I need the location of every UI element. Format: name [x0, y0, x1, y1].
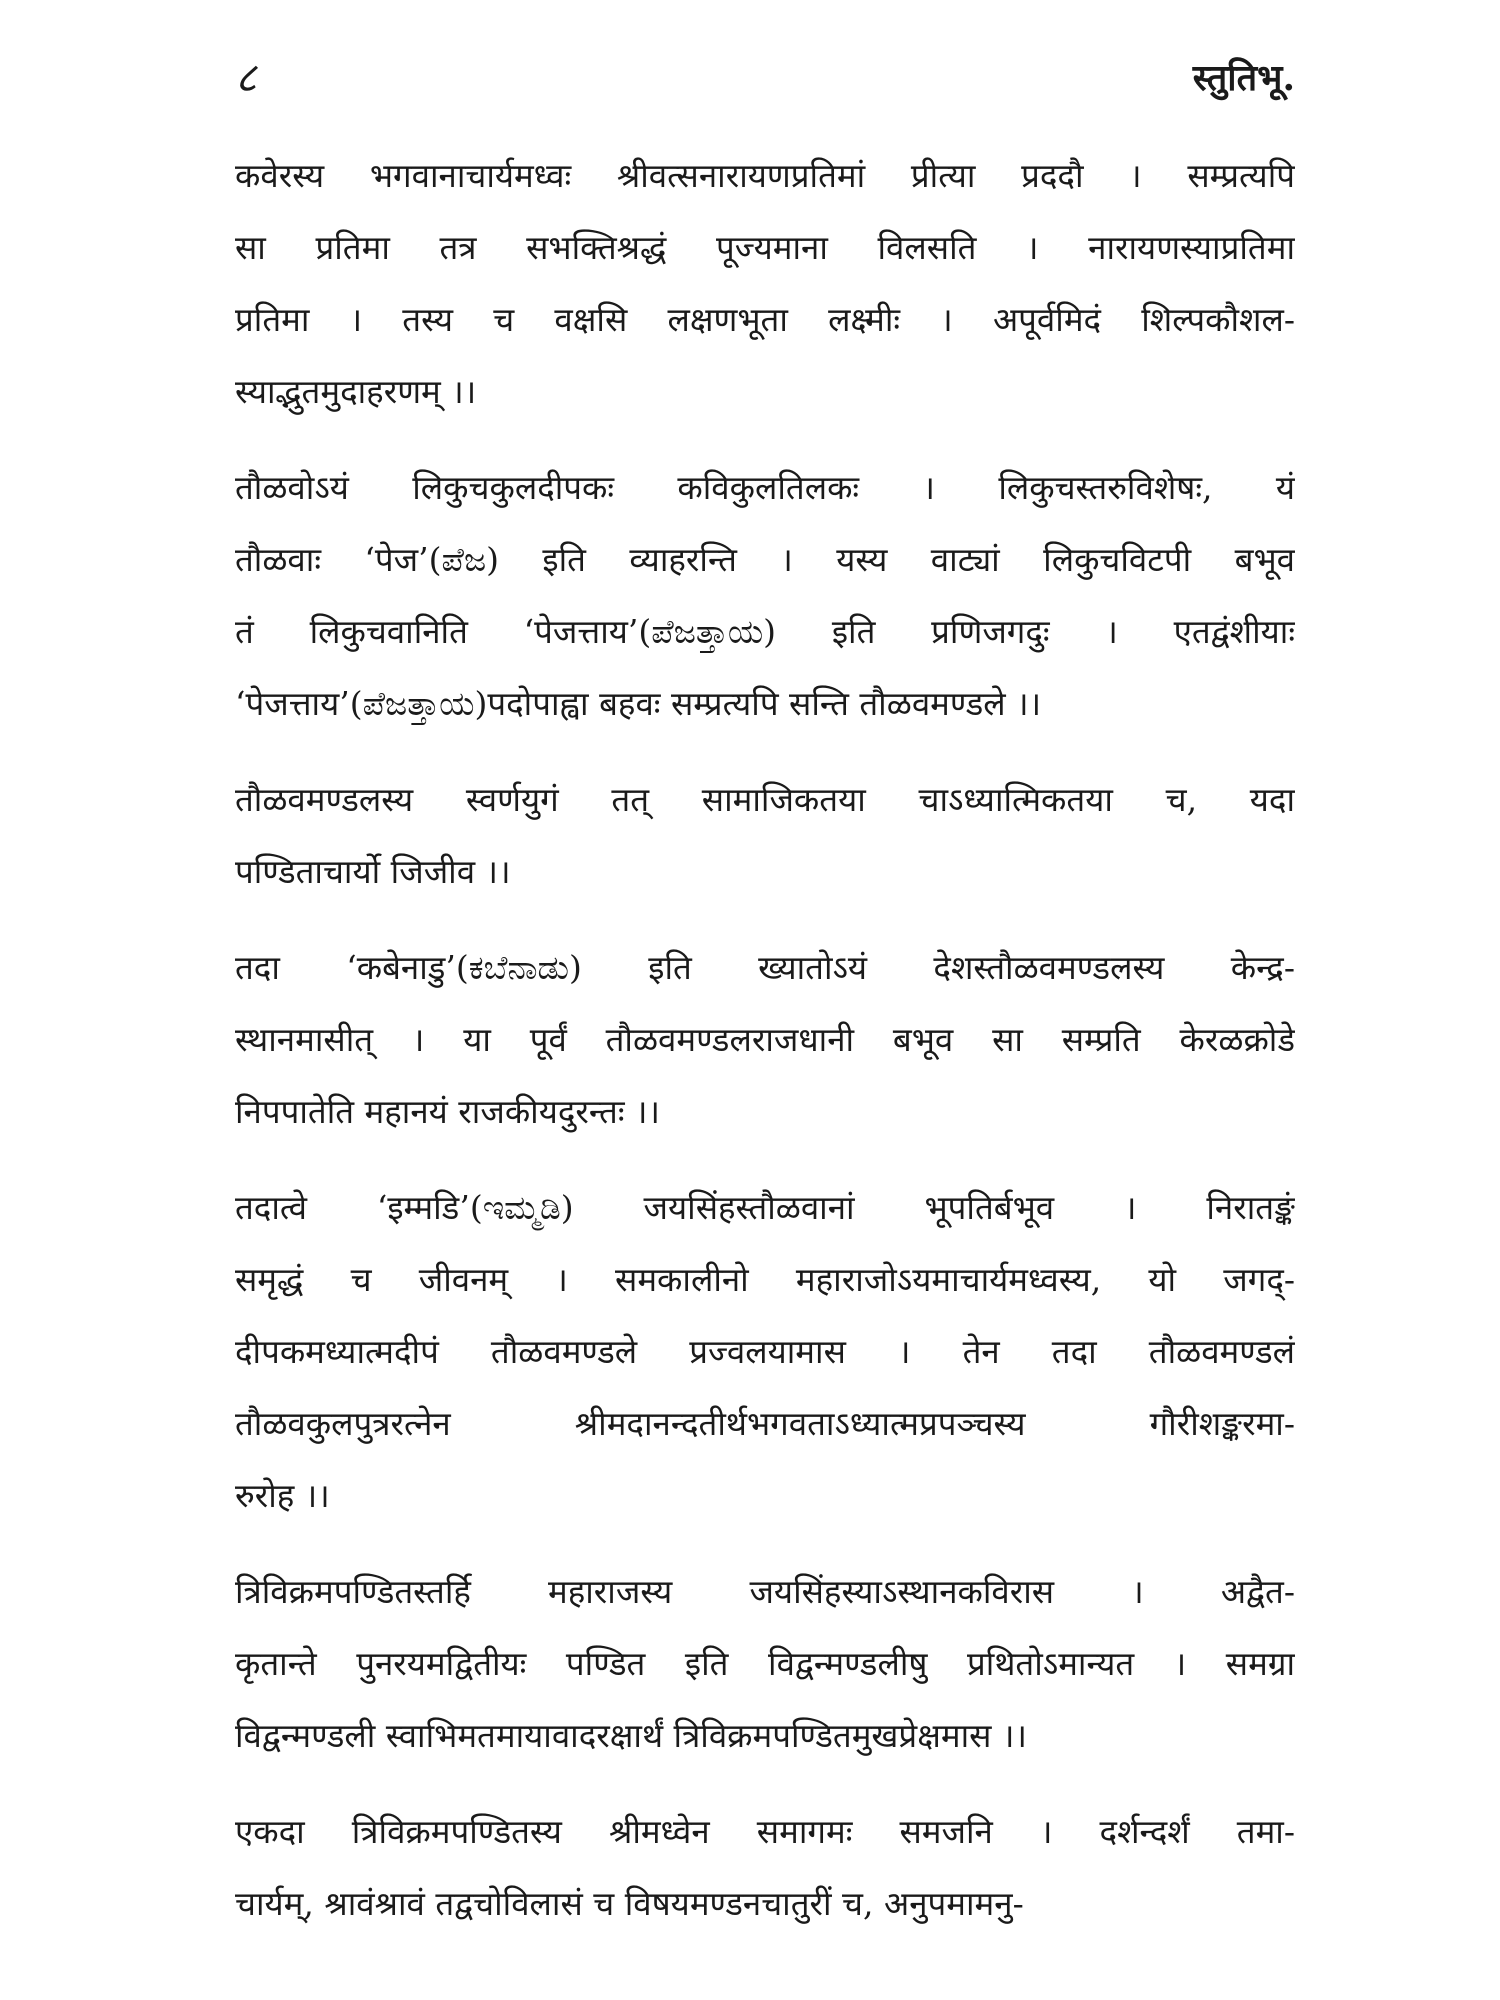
- text-line: तं लिकुचवानिति ‘पेजत्ताय’(ಪೆಜತ್ತಾಯ) इति प्रणिजगदुः । एतद्वंशीयाः: [235, 612, 1295, 651]
- text-line: तदात्वे ‘इम्मडि’(ಇಮ್ಮಡಿ) जयसिंहस्तौळवानां भूपतिर्बभूव । निरातङ्कं: [235, 1188, 1295, 1227]
- paragraph-2: [235, 452, 1295, 740]
- text-line: स्थानमासीत् । या पूर्वं तौळवमण्डलराजधानी बभूव सा सम्प्रति केरळक्रोडे: [235, 1020, 1295, 1059]
- body-text: [235, 140, 1295, 1964]
- text-line: तौळवकुलपुत्ररत्नेन श्रीमदानन्दतीर्थभगवताऽध्यात्मप्रपञ्चस्य गौरीशङ्करमा-: [235, 1404, 1295, 1443]
- paragraph-7: [235, 1796, 1295, 1940]
- page-number: ८: [235, 53, 257, 102]
- text-line: कृतान्ते पुनरयमद्वितीयः पण्डित इति विद्वन्मण्डलीषु प्रथितोऽमान्यत । समग्रा: [235, 1644, 1295, 1683]
- text-line: विद्वन्मण्डली स्वाभिमतमायावादरक्षार्थं त्रिविक्रमपण्डितमुखप्रेक्षमास ।।: [235, 1716, 1027, 1755]
- text-line: चार्यम्, श्रावंश्रावं तद्वचोविलासं च विषयमण्डनचातुरीं च, अनुपमामनु-: [235, 1884, 1024, 1923]
- text-line: निपपातेति महानयं राजकीयदुरन्तः ।।: [235, 1092, 661, 1131]
- text-line: तौळवाः ‘पेज’(ಪೆಜ) इति व्याहरन्ति । यस्य वाट्यां लिकुचविटपी बभूव: [235, 540, 1295, 579]
- text-line: तौळवोऽयं लिकुचकुलदीपकः कविकुलतिलकः । लिकुचस्तरुविशेषः, यं: [235, 468, 1295, 507]
- paragraph-3: [235, 764, 1295, 908]
- page-header: [235, 48, 1295, 108]
- text-line: ‘पेजत्ताय’(ಪೆಜತ್ತಾಯ)पदोपाह्वा बहवः सम्प्रत्यपि सन्ति तौळवमण्डले ।।: [235, 684, 1042, 723]
- text-line: प्रतिमा । तस्य च वक्षसि लक्षणभूता लक्ष्मीः । अपूर्वमिदं शिल्पकौशल-: [235, 300, 1295, 339]
- paragraph-6: [235, 1556, 1295, 1772]
- text-line: रुरोह ।।: [235, 1476, 330, 1515]
- running-title: स्तुतिभू.: [1192, 57, 1295, 99]
- text-line: समृद्धं च जीवनम् । समकालीनो महाराजोऽयमाचार्यमध्वस्य, यो जगद्-: [235, 1260, 1295, 1299]
- text-line: त्रिविक्रमपण्डितस्तर्हि महाराजस्य जयसिंहस्याऽस्थानकविरास । अद्वैत-: [235, 1572, 1295, 1611]
- text-line: तौळवमण्डलस्य स्वर्णयुगं तत् सामाजिकतया चाऽध्यात्मिकतया च, यदा: [235, 780, 1295, 819]
- text-line: स्याद्भुतमुदाहरणम् ।।: [235, 372, 477, 411]
- text-line: एकदा त्रिविक्रमपण्डितस्य श्रीमध्वेन समागमः समजनि । दर्शन्दर्शं तमा-: [235, 1812, 1295, 1851]
- paragraph-5: [235, 1172, 1295, 1532]
- paragraph-4: [235, 932, 1295, 1148]
- text-line: पण्डिताचार्यो जिजीव ।।: [235, 852, 511, 891]
- text-line: दीपकमध्यात्मदीपं तौळवमण्डले प्रज्वलयामास । तेन तदा तौळवमण्डलं: [235, 1332, 1295, 1371]
- text-line: कवेरस्य भगवानाचार्यमध्वः श्रीवत्सनारायणप्रतिमां प्रीत्या प्रददौ । सम्प्रत्यपि: [235, 156, 1295, 195]
- text-line: तदा ‘कबेनाडु’(ಕಬೆನಾಡು) इति ख्यातोऽयं देशस्तौळवमण्डलस्य केन्द्र-: [235, 948, 1295, 987]
- text-line: सा प्रतिमा तत्र सभक्तिश्रद्धं पूज्यमाना विलसति । नारायणस्याप्रतिमा: [235, 228, 1295, 267]
- paragraph-1: [235, 140, 1295, 428]
